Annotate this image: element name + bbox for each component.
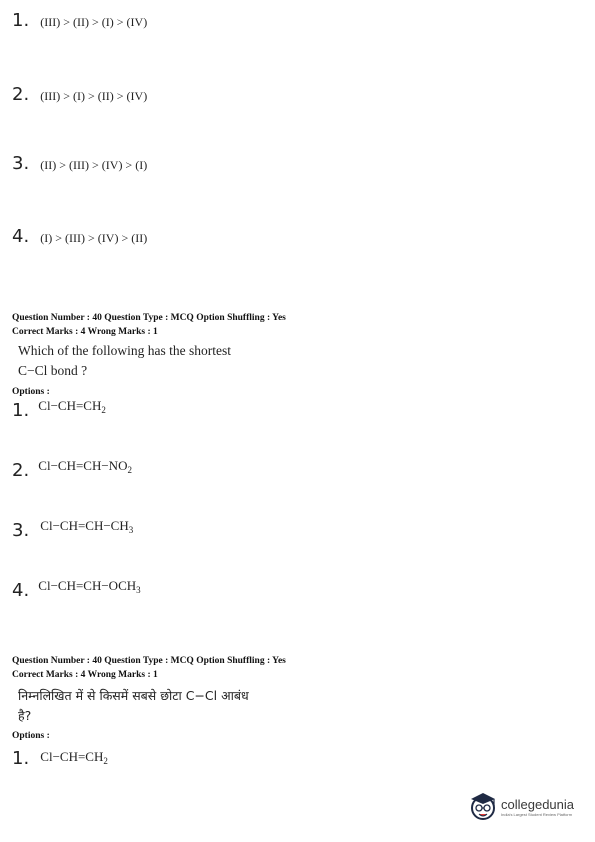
option-number: 4. (12, 580, 30, 601)
option-number: 3. (12, 153, 30, 174)
option-row (12, 84, 147, 105)
option-row (12, 10, 147, 31)
option-number: 1. (12, 10, 30, 31)
option-text: (II) > (III) > (IV) > (I) (40, 158, 148, 172)
question-meta-line2: Correct Marks : 4 Wrong Marks : 1 (12, 670, 158, 680)
option-number: 2. (12, 84, 30, 105)
option-text: (III) > (II) > (I) > (IV) (40, 15, 148, 29)
option-row (12, 460, 132, 481)
option-formula: Cl−CH=CH−CH3 (40, 518, 134, 535)
option-number: 1. (12, 748, 30, 769)
option-text: (I) > (III) > (IV) > (II) (40, 231, 148, 245)
option-text: (III) > (I) > (II) > (IV) (40, 89, 148, 103)
question-text-line2: C−Cl bond ? (18, 363, 88, 378)
option-row (12, 520, 133, 541)
collegedunia-logo (468, 790, 574, 824)
mascot-icon (468, 790, 498, 824)
question-meta-line1: Question Number : 40 Question Type : MCQ Option Shuffling : Yes (12, 656, 286, 666)
option-row (12, 400, 106, 421)
question-text-line1: Which of the following has the shortest (18, 343, 231, 358)
logo-tagline: India's Largest Student Review Platform (501, 812, 573, 817)
option-row (12, 748, 108, 769)
question-text-line2: है? (18, 708, 32, 723)
option-number: 2. (12, 460, 30, 481)
option-row (12, 153, 147, 174)
option-number: 1. (12, 400, 30, 421)
option-formula: Cl−CH=CH−OCH3 (38, 578, 141, 595)
option-formula: Cl−CH=CH−NO2 (38, 458, 132, 475)
option-row (12, 226, 147, 247)
option-number: 4. (12, 226, 30, 247)
question-text-line1: निम्नलिखित में से किसमें सबसे छोटा C−Cl आबंध (18, 688, 249, 703)
options-label: Options : (12, 731, 50, 741)
option-row (12, 580, 141, 601)
option-formula: $Cl-CH=CH_2$ (40, 749, 108, 766)
option-number: 3. (12, 520, 30, 541)
question-meta-line2: Correct Marks : 4 Wrong Marks : 1 (12, 327, 158, 337)
logo-name: collegedunia (501, 797, 575, 812)
options-label: Options : (12, 387, 50, 397)
option-formula: Cl−CH=CH2 (38, 398, 106, 415)
question-meta-line1: Question Number : 40 Question Type : MCQ Option Shuffling : Yes (12, 313, 286, 323)
